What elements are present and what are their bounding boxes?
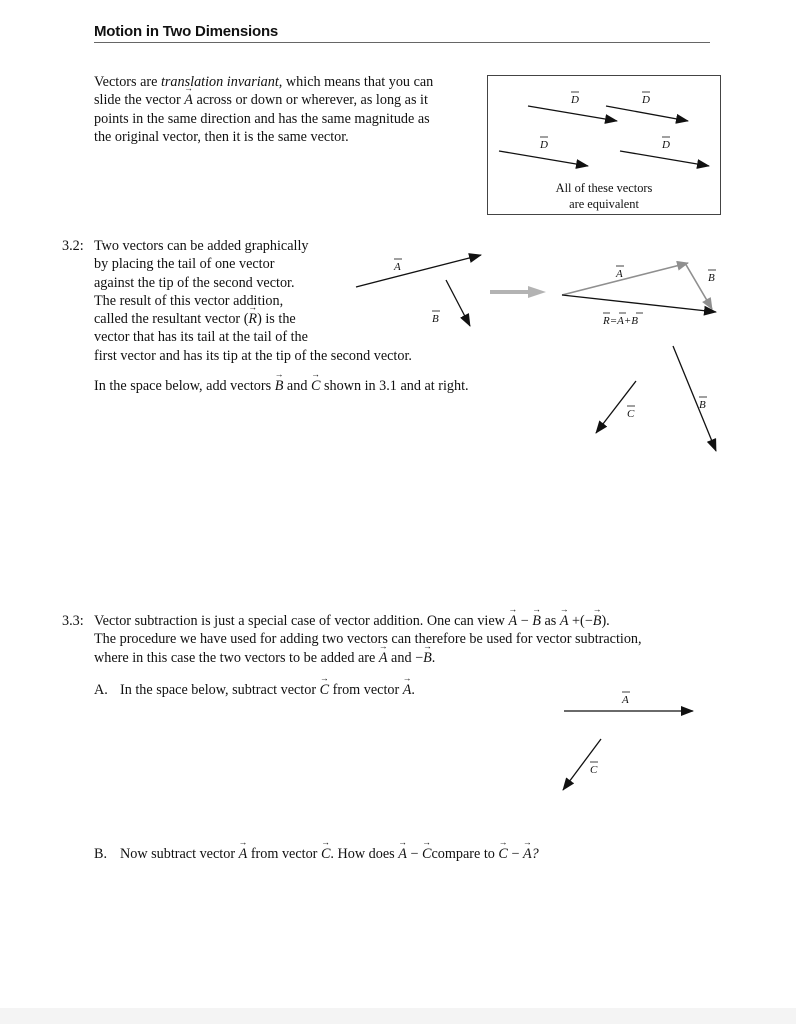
section-text: from vector [329,682,403,698]
vector-d-arrow [620,151,709,166]
section-3-2-number: 3.2: [62,238,84,254]
vector-symbol: → A [379,649,388,667]
vector-b-label: B [432,313,439,325]
triangle-b-label: B [708,272,715,284]
section-text: from vector [247,846,321,862]
section-text: called the resultant vector ( [94,311,249,328]
vector-symbol: → A [560,612,569,630]
vector-a-arrow [356,255,481,287]
section-text: Two vectors can be added graphically [94,238,309,254]
vector-symbol: → A [398,845,407,863]
section-text: ). [601,613,610,629]
vector-symbol: → A [184,91,193,109]
section-3-3-number: 3.3: [62,613,84,629]
vector-symbol: → C [311,377,320,395]
section-text: vector that has its tail at the tail of the [94,329,308,346]
vector-symbol: → C [422,845,431,863]
intro-text: across or down or wherever, as long as it [192,92,428,109]
vector-d-arrow [499,151,588,166]
vector-b-arrow [446,280,470,326]
operator: − [507,846,523,862]
section-text: as [540,613,560,629]
section-text: ) is the [257,311,296,328]
intro-text: Vectors are [94,74,161,90]
section-text: shown in 3.1 and at right. [320,378,469,394]
section-text: Now subtract vector [120,846,239,862]
gray-transition-arrow [490,286,546,298]
resultant-vector-arrow [562,295,716,312]
intro-text: slide the vector [94,92,185,109]
operator: − [406,846,422,862]
vector-symbol: → A [523,845,532,863]
triangle-a-label: A [616,268,623,280]
part-b-label: B. [94,846,108,862]
vector-symbol: → C [320,681,329,699]
operator: − [517,613,533,629]
vector-symbol: → B [593,612,602,630]
section-text: by placing the tail of one vector [94,256,275,273]
vector-a-label: A [394,261,401,273]
section-text: . [431,649,436,666]
section-text: . How does [330,846,399,862]
vector-symbol: → B [423,649,432,667]
section-text: The result of this vector addition, [94,292,284,309]
vector-symbol: → R [248,310,257,328]
triangle-vector-b [685,263,712,309]
vector-b-right-label: B [699,399,706,411]
section-text: Vector subtraction is just a special case of vector addition. One can view [94,613,509,629]
page-title: Motion in Two Dimensions [94,23,279,40]
vector-a-33-label: A [622,694,629,706]
part-a-label: A. [94,682,108,698]
vector-d-label: D [540,139,548,151]
vector-symbol: → C [498,845,507,863]
operator: − [415,649,424,666]
vector-d-arrow [606,106,688,121]
vector-symbol: → B [532,612,541,630]
vector-d-arrow [528,106,617,121]
page-bottom-edge [0,1008,796,1024]
triangle-vector-a [562,263,688,295]
vector-symbol: → C [321,845,330,863]
vector-symbol: → B [275,377,284,395]
section-text: and [387,649,416,666]
section-text: compare to [431,846,499,862]
vector-symbol: → A [239,845,248,863]
section-text: ? [531,846,539,862]
vector-c-label: C [627,408,635,420]
intro-text: the original vector, then it is the same vector. [94,128,349,145]
intro-emphasis: translation invariant, [160,74,283,90]
vector-d-label: D [662,139,670,151]
section-text: In the space below, add vectors [94,378,275,394]
vector-d-label: D [571,94,579,106]
section-text: against the tip of the second vector. [94,274,295,291]
section-text: where in this case the two vectors to be added are [94,649,379,666]
resultant-label: R=A+B [603,315,639,327]
section-text: first vector and has its tip at the tip of the second vector. [94,347,412,364]
vector-symbol: → A [508,612,517,630]
vector-b-right-arrow [673,346,716,451]
intro-text: which means that you can [282,74,434,90]
operator: +(− [568,613,593,629]
section-text: The procedure we have used for adding two vectors can therefore be used for vector subtraction, [94,631,642,648]
vector-c-33-label: C [590,764,598,776]
intro-text: points in the same direction and has the same magnitude as [94,110,430,127]
section-text: . [411,682,415,698]
vector-d-label: D [642,94,650,106]
vector-c-arrow [596,381,636,433]
vector-symbol: → A [403,681,412,699]
section-text: and [283,378,311,394]
caption-line: All of these vectors [555,181,653,195]
section-text: In the space below, subtract vector [120,682,320,698]
caption-line: are equivalent [569,197,639,211]
